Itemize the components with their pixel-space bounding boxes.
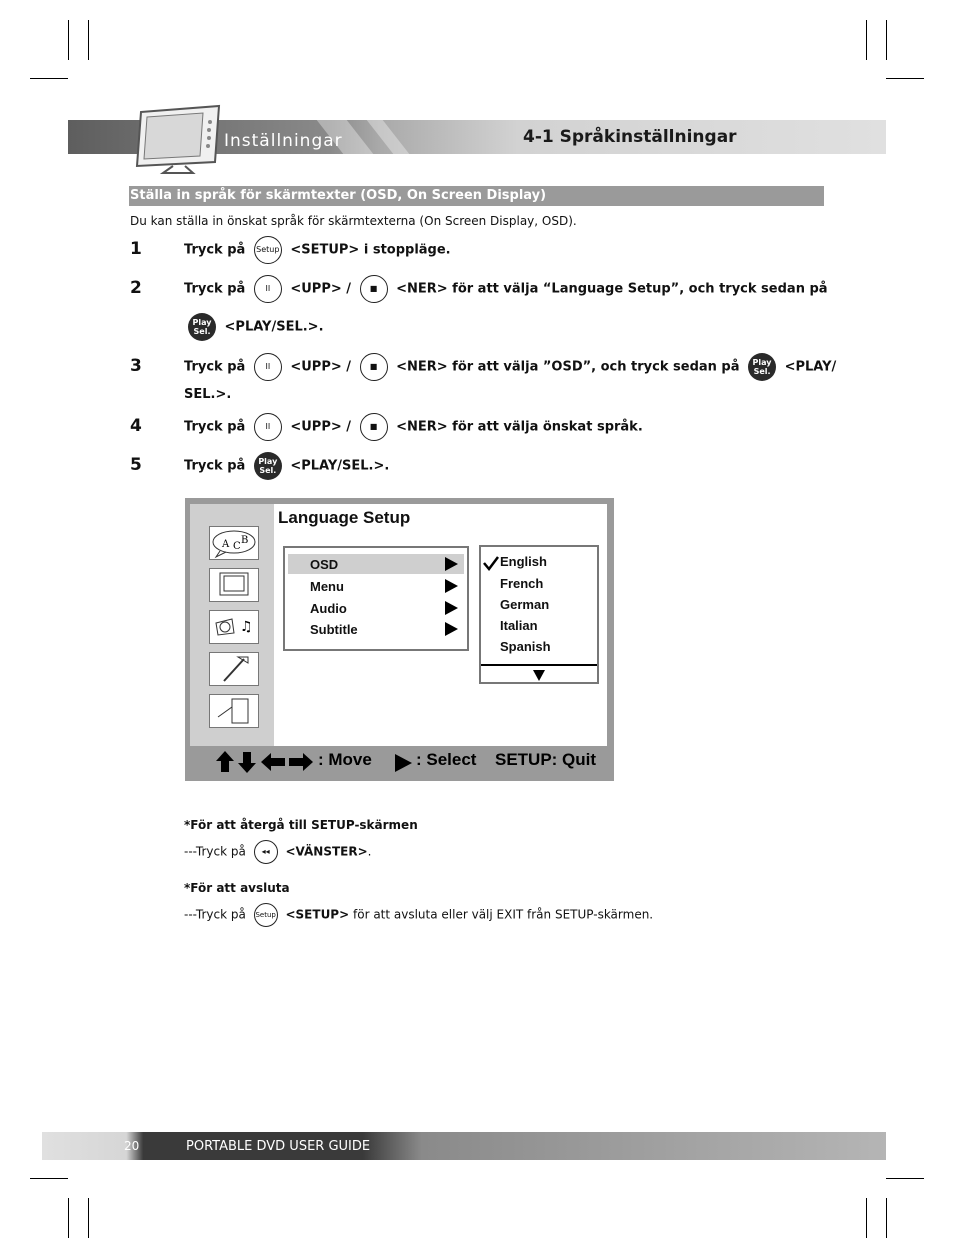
step-text-part: <NER> för att välja “Language Setup”, och tryck sedan på (396, 281, 828, 297)
step-number: 3 (130, 356, 142, 376)
note-suffix: . (367, 844, 372, 859)
step-text-part: <PLAY/SEL.>. (290, 458, 390, 474)
language-list (479, 545, 599, 684)
play-sel-button-icon (748, 353, 776, 381)
crop-mark (886, 78, 924, 79)
quit-hint: SETUP: Quit (495, 750, 597, 769)
crop-mark (30, 1178, 68, 1179)
scroll-down-icon[interactable] (533, 670, 545, 681)
crop-mark (886, 1198, 887, 1238)
step-text-part: Tryck på (184, 242, 246, 258)
play-sel-button-icon (254, 452, 282, 480)
list-divider (481, 664, 597, 666)
sel-label: Sel. (753, 367, 771, 376)
crop-mark (886, 1178, 924, 1179)
step-text: SEL.>. (184, 387, 232, 402)
menu-item-subtitle[interactable] (288, 619, 464, 639)
page-number: 20 (124, 1139, 140, 1153)
video-tab-icon (209, 568, 259, 602)
note-suffix: för att avsluta eller välj EXIT från SETUP-skärmen. (353, 907, 654, 922)
setup-button-icon: Setup (254, 903, 278, 927)
down-button-icon: ■ (360, 413, 388, 441)
up-button-icon: II (254, 353, 282, 381)
sel-label: Sel. (193, 327, 211, 336)
svg-text:♫: ♫ (240, 619, 253, 635)
menu-item-label: Menu (310, 579, 344, 594)
step-number: 1 (130, 239, 142, 259)
step-text (184, 313, 324, 341)
header-stripe (367, 120, 410, 154)
guide-title: PORTABLE DVD USER GUIDE (186, 1139, 371, 1154)
step-text-part: <UPP> / (290, 281, 352, 297)
down-button-icon: ■ (360, 353, 388, 381)
crop-mark (88, 20, 89, 60)
svg-text:A: A (222, 539, 230, 550)
select-arrow-icon (395, 754, 412, 772)
page-title: 4-1 Språkinställningar (523, 127, 737, 147)
step-text-part: <NER> för att välja ”OSD”, och tryck sedan på (396, 359, 740, 375)
language-option[interactable]: Spanish (500, 639, 551, 654)
arrow-right-icon (445, 622, 458, 636)
left-button-icon: ◂◂ (254, 840, 278, 864)
crop-mark (30, 78, 68, 79)
note-prefix: ---Tryck på (184, 907, 246, 922)
step-number: 2 (130, 278, 142, 298)
step-text-part: Tryck på (184, 458, 246, 474)
setup-sidebar (190, 504, 274, 746)
note-exit-text (184, 903, 653, 927)
header-left-title: Inställningar (224, 131, 343, 151)
play-label: Play (752, 358, 772, 367)
step-text-part: <PLAY/SEL.>. (224, 319, 324, 335)
up-button-icon: II (254, 413, 282, 441)
language-option[interactable]: Italian (500, 618, 538, 633)
move-arrows-icon (215, 750, 315, 774)
note-key: <SETUP> (285, 907, 350, 922)
menu-item-audio[interactable] (288, 598, 464, 618)
setup-button-icon: Setup (254, 236, 282, 264)
step-text-part: Tryck på (184, 281, 246, 297)
step-text-part: <PLAY/ (784, 359, 837, 375)
svg-text:B: B (241, 535, 249, 546)
note-exit-title: *För att avsluta (184, 881, 290, 895)
language-tab-icon (209, 526, 259, 560)
step-number: 4 (130, 416, 142, 436)
language-option[interactable]: German (500, 597, 550, 612)
sel-label: Sel. (259, 466, 277, 475)
play-label: Play (192, 318, 212, 327)
crop-mark (886, 20, 887, 60)
step-text (184, 275, 828, 303)
step-text-part: Tryck på (184, 419, 246, 435)
footer-bar (42, 1132, 886, 1160)
language-setup-screen (185, 498, 614, 781)
select-hint: : Select (416, 750, 477, 769)
section-title: Ställa in språk för skärmtexter (OSD, On Screen Display) (130, 188, 547, 203)
step-text-part: Tryck på (184, 359, 246, 375)
crop-mark (866, 1198, 867, 1238)
step-number: 5 (130, 455, 142, 475)
arrow-right-icon (445, 579, 458, 593)
language-option[interactable]: English (500, 554, 547, 569)
crop-mark (68, 1198, 69, 1238)
menu-item-label: Audio (310, 601, 347, 616)
move-hint: : Move (318, 750, 372, 769)
crop-mark (866, 20, 867, 60)
crop-mark (68, 20, 69, 60)
step-text (184, 413, 643, 441)
audio-tab-icon (209, 610, 259, 644)
checkmark-icon (483, 555, 499, 571)
language-setup-title: Language Setup (278, 508, 411, 527)
step-text (184, 452, 389, 480)
note-key: <VÄNSTER> (285, 844, 368, 859)
note-back-title: *För att återgå till SETUP-skärmen (184, 818, 418, 832)
note-prefix: ---Tryck på (184, 844, 246, 859)
down-button-icon: ■ (360, 275, 388, 303)
portable-dvd-icon (133, 104, 225, 174)
menu-item-label: OSD (310, 557, 339, 572)
up-button-icon: II (254, 275, 282, 303)
menu-item-osd[interactable] (288, 554, 464, 574)
step-text-part: <SETUP> i stoppläge. (290, 242, 451, 258)
step-text-part: <UPP> / (290, 359, 352, 375)
arrow-right-icon (445, 557, 458, 571)
crop-mark (88, 1198, 89, 1238)
osd-menu (283, 546, 469, 651)
step-text-part: <UPP> / (290, 419, 352, 435)
tools-tab-icon (209, 652, 259, 686)
play-sel-button-icon (188, 313, 216, 341)
play-label: Play (258, 457, 278, 466)
menu-item-menu[interactable] (288, 576, 464, 596)
step-text (184, 353, 836, 381)
arrow-right-icon (445, 601, 458, 615)
exit-tab-icon (209, 694, 259, 728)
svg-text:C: C (233, 541, 241, 552)
note-back-text (184, 840, 372, 864)
intro-text: Du kan ställa in önskat språk för skärmtexterna (On Screen Display, OSD). (130, 214, 577, 228)
step-text-part: <NER> för att välja önskat språk. (396, 419, 643, 435)
language-option[interactable]: French (500, 576, 544, 591)
menu-item-label: Subtitle (310, 622, 358, 637)
step-text (184, 236, 451, 264)
